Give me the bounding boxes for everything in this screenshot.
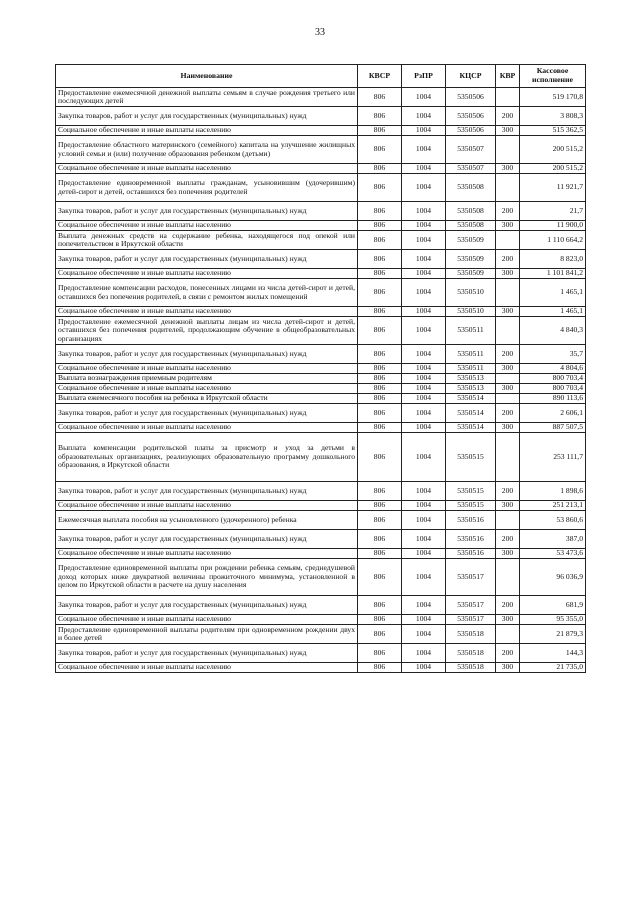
- row-kvsr: 806: [358, 596, 402, 615]
- row-kvsr: 806: [358, 615, 402, 625]
- row-kcsr: 5350517: [446, 596, 496, 615]
- row-kvr: 300: [496, 501, 520, 511]
- table-row: [56, 126, 586, 136]
- page-number: 33: [315, 27, 325, 38]
- row-kvr: [496, 174, 520, 202]
- row-name: Социальное обеспечение и иные выплаты населению: [56, 221, 358, 231]
- row-kvsr: 806: [358, 549, 402, 559]
- row-amount: 887 507,5: [520, 423, 586, 433]
- row-kvsr: 806: [358, 559, 402, 596]
- row-amount: 21,7: [520, 202, 586, 221]
- table-row: [56, 559, 586, 596]
- table-row: [56, 374, 586, 384]
- row-name: Социальное обеспечение и иные выплаты населению: [56, 423, 358, 433]
- table-header-row: [56, 65, 586, 88]
- row-name: Социальное обеспечение и иные выплаты населению: [56, 307, 358, 317]
- row-kcsr: 5350511: [446, 317, 496, 345]
- row-name: Предоставление единовременной выплаты при рождении ребенка семьям, среднедушевой доход которых ниже двукратной величины прожиточного минимума, установленной в целом по Иркутской области в расчете на душу населения: [56, 559, 358, 596]
- row-rzpr: 1004: [402, 644, 446, 663]
- row-rzpr: 1004: [402, 394, 446, 404]
- row-amount: 890 113,6: [520, 394, 586, 404]
- row-kvr: 200: [496, 596, 520, 615]
- table-row: [56, 269, 586, 279]
- row-kvr: 200: [496, 345, 520, 364]
- row-rzpr: 1004: [402, 530, 446, 549]
- row-kvsr: 806: [358, 202, 402, 221]
- row-amount: 8 823,0: [520, 250, 586, 269]
- row-name: Закупка товаров, работ и услуг для государственных (муниципальных) нужд: [56, 404, 358, 423]
- row-kvr: 300: [496, 307, 520, 317]
- row-kvr: 200: [496, 530, 520, 549]
- row-kvsr: 806: [358, 625, 402, 644]
- header-name: Наименование: [56, 65, 358, 88]
- header-kvsr: КВСР: [358, 65, 402, 88]
- row-kvsr: 806: [358, 364, 402, 374]
- row-amount: 515 362,5: [520, 126, 586, 136]
- table-row: [56, 423, 586, 433]
- table-row: [56, 433, 586, 482]
- row-kcsr: 5350518: [446, 625, 496, 644]
- row-amount: 3 808,3: [520, 107, 586, 126]
- row-kvsr: 806: [358, 404, 402, 423]
- row-kvsr: 806: [358, 530, 402, 549]
- row-amount: 35,7: [520, 345, 586, 364]
- row-rzpr: 1004: [402, 345, 446, 364]
- row-kvsr: 806: [358, 384, 402, 394]
- row-amount: 1 110 664,2: [520, 231, 586, 250]
- row-kvr: 300: [496, 549, 520, 559]
- row-name: Социальное обеспечение и иные выплаты населению: [56, 164, 358, 174]
- row-kcsr: 5350509: [446, 269, 496, 279]
- row-kvsr: 806: [358, 644, 402, 663]
- row-amount: 53 473,6: [520, 549, 586, 559]
- row-kvr: [496, 88, 520, 107]
- row-kvr: [496, 279, 520, 307]
- row-kvr: [496, 625, 520, 644]
- row-name: Закупка товаров, работ и услуг для государственных (муниципальных) нужд: [56, 644, 358, 663]
- table-row: [56, 221, 586, 231]
- table-row: [56, 549, 586, 559]
- row-amount: 519 170,8: [520, 88, 586, 107]
- table-row: [56, 663, 586, 673]
- row-kvsr: 806: [358, 136, 402, 164]
- row-kcsr: 5350514: [446, 423, 496, 433]
- row-name: Закупка товаров, работ и услуг для государственных (муниципальных) нужд: [56, 482, 358, 501]
- row-kcsr: 5350513: [446, 384, 496, 394]
- row-kvr: [496, 433, 520, 482]
- row-rzpr: 1004: [402, 317, 446, 345]
- budget-execution-table: [55, 64, 586, 673]
- table-row: [56, 615, 586, 625]
- row-kvr: 300: [496, 423, 520, 433]
- row-amount: 681,9: [520, 596, 586, 615]
- row-name: Ежемесячная выплата пособия на усыновленного (удочеренного) ребенка: [56, 511, 358, 530]
- row-amount: 4 840,3: [520, 317, 586, 345]
- row-kcsr: 5350506: [446, 126, 496, 136]
- row-rzpr: 1004: [402, 107, 446, 126]
- row-kvr: 200: [496, 404, 520, 423]
- row-amount: 1 465,1: [520, 307, 586, 317]
- row-rzpr: 1004: [402, 202, 446, 221]
- row-kvsr: 806: [358, 482, 402, 501]
- table-row: [56, 107, 586, 126]
- row-kvr: 300: [496, 364, 520, 374]
- row-kvr: [496, 231, 520, 250]
- row-name: Выплата ежемесячного пособия на ребенка в Иркутской области: [56, 394, 358, 404]
- row-name: Предоставление единовременной выплаты гражданам, усыновившим (удочерившим) детей-сирот и детей, оставшихся без попечения родителей: [56, 174, 358, 202]
- table-row: [56, 501, 586, 511]
- row-amount: 144,3: [520, 644, 586, 663]
- row-rzpr: 1004: [402, 174, 446, 202]
- row-rzpr: 1004: [402, 501, 446, 511]
- row-kvr: 200: [496, 202, 520, 221]
- row-kvr: [496, 317, 520, 345]
- row-rzpr: 1004: [402, 625, 446, 644]
- row-kcsr: 5350509: [446, 250, 496, 269]
- row-name: Социальное обеспечение и иные выплаты населению: [56, 269, 358, 279]
- row-kvr: 300: [496, 384, 520, 394]
- row-rzpr: 1004: [402, 279, 446, 307]
- row-kvr: 300: [496, 615, 520, 625]
- row-kcsr: 5350517: [446, 615, 496, 625]
- row-amount: 95 355,0: [520, 615, 586, 625]
- row-amount: 800 703,4: [520, 374, 586, 384]
- table-row: [56, 279, 586, 307]
- row-name: Предоставление ежемесячной денежной выплаты семьям в случае рождения третьего или последующих детей: [56, 88, 358, 107]
- row-rzpr: 1004: [402, 615, 446, 625]
- row-amount: 1 101 841,2: [520, 269, 586, 279]
- row-name: Выплата вознаграждения приемным родителям: [56, 374, 358, 384]
- table-row: [56, 317, 586, 345]
- row-kcsr: 5350516: [446, 530, 496, 549]
- row-kcsr: 5350510: [446, 307, 496, 317]
- row-rzpr: 1004: [402, 164, 446, 174]
- row-kvr: 300: [496, 126, 520, 136]
- row-kvsr: 806: [358, 231, 402, 250]
- row-rzpr: 1004: [402, 221, 446, 231]
- header-kvr: КВР: [496, 65, 520, 88]
- row-kvsr: 806: [358, 423, 402, 433]
- row-rzpr: 1004: [402, 307, 446, 317]
- row-kvr: 200: [496, 107, 520, 126]
- table-row: [56, 404, 586, 423]
- row-kvsr: 806: [358, 433, 402, 482]
- row-kvsr: 806: [358, 307, 402, 317]
- row-kcsr: 5350508: [446, 174, 496, 202]
- row-kvsr: 806: [358, 126, 402, 136]
- table-row: [56, 364, 586, 374]
- row-kcsr: 5350507: [446, 164, 496, 174]
- row-kvr: [496, 136, 520, 164]
- row-kcsr: 5350508: [446, 221, 496, 231]
- row-amount: 1 465,1: [520, 279, 586, 307]
- row-rzpr: 1004: [402, 250, 446, 269]
- row-kvr: 200: [496, 250, 520, 269]
- row-rzpr: 1004: [402, 231, 446, 250]
- row-kvsr: 806: [358, 279, 402, 307]
- row-rzpr: 1004: [402, 433, 446, 482]
- row-kvr: [496, 374, 520, 384]
- row-kcsr: 5350514: [446, 404, 496, 423]
- row-kcsr: 5350517: [446, 559, 496, 596]
- row-name: Социальное обеспечение и иные выплаты населению: [56, 663, 358, 673]
- row-name: Закупка товаров, работ и услуг для государственных (муниципальных) нужд: [56, 596, 358, 615]
- row-kcsr: 5350515: [446, 433, 496, 482]
- row-kcsr: 5350514: [446, 394, 496, 404]
- row-kvr: [496, 511, 520, 530]
- row-amount: 387,0: [520, 530, 586, 549]
- row-kvsr: 806: [358, 164, 402, 174]
- row-amount: 11 921,7: [520, 174, 586, 202]
- row-kvsr: 806: [358, 88, 402, 107]
- table-row: [56, 345, 586, 364]
- row-kcsr: 5350515: [446, 482, 496, 501]
- row-amount: 21 735,0: [520, 663, 586, 673]
- row-kcsr: 5350518: [446, 644, 496, 663]
- row-rzpr: 1004: [402, 511, 446, 530]
- row-rzpr: 1004: [402, 126, 446, 136]
- table-row: [56, 202, 586, 221]
- table-row: [56, 307, 586, 317]
- row-kcsr: 5350510: [446, 279, 496, 307]
- row-name: Социальное обеспечение и иные выплаты населению: [56, 126, 358, 136]
- row-kvsr: 806: [358, 511, 402, 530]
- row-kvsr: 806: [358, 250, 402, 269]
- row-kvsr: 806: [358, 501, 402, 511]
- row-rzpr: 1004: [402, 549, 446, 559]
- row-kcsr: 5350506: [446, 107, 496, 126]
- row-amount: 251 213,1: [520, 501, 586, 511]
- row-name: Закупка товаров, работ и услуг для государственных (муниципальных) нужд: [56, 345, 358, 364]
- row-kvr: 300: [496, 164, 520, 174]
- row-name: Выплата компенсации родительской платы за присмотр и уход за детьми в образовательных организациях, реализующих образовательную программу дошкольного образования, в Иркутской области: [56, 433, 358, 482]
- table-row: [56, 625, 586, 644]
- row-kcsr: 5350508: [446, 202, 496, 221]
- row-kcsr: 5350516: [446, 511, 496, 530]
- row-rzpr: 1004: [402, 663, 446, 673]
- table-row: [56, 384, 586, 394]
- header-rzpr: РзПР: [402, 65, 446, 88]
- row-rzpr: 1004: [402, 596, 446, 615]
- row-rzpr: 1004: [402, 559, 446, 596]
- row-name: Предоставление единовременной выплаты родителям при одновременном рождении двух и более детей: [56, 625, 358, 644]
- row-kvsr: 806: [358, 221, 402, 231]
- row-amount: 53 860,6: [520, 511, 586, 530]
- row-amount: 96 036,9: [520, 559, 586, 596]
- row-kvsr: 806: [358, 663, 402, 673]
- table-row: [56, 174, 586, 202]
- row-name: Социальное обеспечение и иные выплаты населению: [56, 615, 358, 625]
- row-kvr: 200: [496, 482, 520, 501]
- row-name: Социальное обеспечение и иные выплаты населению: [56, 549, 358, 559]
- row-kcsr: 5350515: [446, 501, 496, 511]
- row-kvsr: 806: [358, 317, 402, 345]
- row-kvr: [496, 559, 520, 596]
- row-name: Социальное обеспечение и иные выплаты населению: [56, 364, 358, 374]
- table-row: [56, 596, 586, 615]
- row-name: Предоставление областного материнского (семейного) капитала на улучшение жилищных условий семьи и (или) получение образования ребенком (детьми): [56, 136, 358, 164]
- row-kvsr: 806: [358, 174, 402, 202]
- row-rzpr: 1004: [402, 364, 446, 374]
- row-rzpr: 1004: [402, 404, 446, 423]
- row-kcsr: 5350511: [446, 364, 496, 374]
- row-kvsr: 806: [358, 269, 402, 279]
- row-kvr: 300: [496, 269, 520, 279]
- table-row: [56, 88, 586, 107]
- row-amount: 800 703,4: [520, 384, 586, 394]
- row-kcsr: 5350507: [446, 136, 496, 164]
- row-rzpr: 1004: [402, 136, 446, 164]
- row-amount: 2 606,1: [520, 404, 586, 423]
- row-rzpr: 1004: [402, 482, 446, 501]
- row-amount: 253 111,7: [520, 433, 586, 482]
- row-kvsr: 806: [358, 345, 402, 364]
- row-name: Закупка товаров, работ и услуг для государственных (муниципальных) нужд: [56, 107, 358, 126]
- row-kcsr: 5350513: [446, 374, 496, 384]
- row-kcsr: 5350511: [446, 345, 496, 364]
- table-row: [56, 511, 586, 530]
- row-name: Выплата денежных средств на содержание ребенка, находящегося под опекой или попечительством в Иркутской области: [56, 231, 358, 250]
- table-row: [56, 231, 586, 250]
- row-kvr: 300: [496, 221, 520, 231]
- row-name: Предоставление ежемесячной денежной выплаты лицам из числа детей-сирот и детей, оставшихся без попечения родителей, продолжающим обучение в общеобразовательных организациях: [56, 317, 358, 345]
- row-name: Закупка товаров, работ и услуг для государственных (муниципальных) нужд: [56, 530, 358, 549]
- table-row: [56, 250, 586, 269]
- row-kcsr: 5350518: [446, 663, 496, 673]
- row-kvr: 300: [496, 663, 520, 673]
- table-row: [56, 482, 586, 501]
- row-kvsr: 806: [358, 394, 402, 404]
- table-row: [56, 644, 586, 663]
- table-row: [56, 164, 586, 174]
- row-name: Социальное обеспечение и иные выплаты населению: [56, 384, 358, 394]
- row-kvr: 200: [496, 644, 520, 663]
- row-kcsr: 5350509: [446, 231, 496, 250]
- row-amount: 21 879,3: [520, 625, 586, 644]
- row-amount: 200 515,2: [520, 136, 586, 164]
- row-kvsr: 806: [358, 374, 402, 384]
- row-kcsr: 5350516: [446, 549, 496, 559]
- table-row: [56, 530, 586, 549]
- header-kcsr: КЦСР: [446, 65, 496, 88]
- row-rzpr: 1004: [402, 423, 446, 433]
- table-row: [56, 136, 586, 164]
- row-amount: 4 804,6: [520, 364, 586, 374]
- table-row: [56, 394, 586, 404]
- row-rzpr: 1004: [402, 269, 446, 279]
- row-name: Предоставление компенсации расходов, понесенных лицами из числа детей-сирот и детей, оставшихся без попечения родителей, в связи с ремонтом жилых помещений: [56, 279, 358, 307]
- row-name: Закупка товаров, работ и услуг для государственных (муниципальных) нужд: [56, 202, 358, 221]
- row-name: Закупка товаров, работ и услуг для государственных (муниципальных) нужд: [56, 250, 358, 269]
- row-rzpr: 1004: [402, 88, 446, 107]
- row-kcsr: 5350506: [446, 88, 496, 107]
- row-amount: 11 900,0: [520, 221, 586, 231]
- row-amount: 1 898,6: [520, 482, 586, 501]
- row-name: Социальное обеспечение и иные выплаты населению: [56, 501, 358, 511]
- row-rzpr: 1004: [402, 384, 446, 394]
- row-rzpr: 1004: [402, 374, 446, 384]
- row-kvr: [496, 394, 520, 404]
- row-kvsr: 806: [358, 107, 402, 126]
- header-amount: Кассовое исполнение: [520, 65, 586, 88]
- row-amount: 200 515,2: [520, 164, 586, 174]
